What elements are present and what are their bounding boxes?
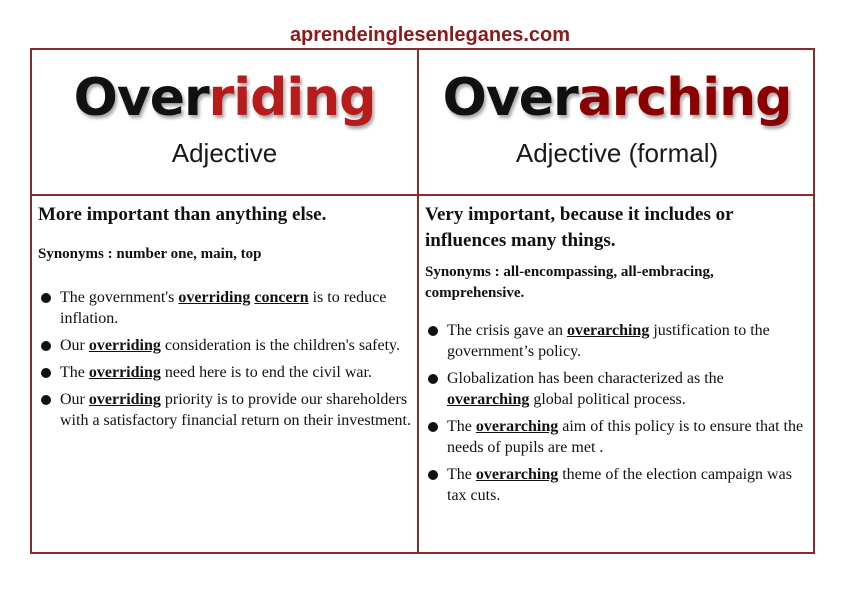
- vocabulary-table: [30, 48, 815, 554]
- list-item: Our overriding priority is to provide our shareholders with a satisfactory financial return on their investment.: [38, 389, 411, 431]
- list-item: Globalization has been characterized as the overarching global political process.: [425, 368, 809, 410]
- word-overarching: [419, 66, 815, 130]
- header-overarching: [419, 50, 815, 194]
- header-overriding: [32, 50, 417, 194]
- part-of-speech: Adjective: [171, 138, 278, 168]
- word-root: arching: [577, 68, 792, 128]
- list-item: The overriding need here is to end the civil war.: [38, 362, 411, 383]
- content-overriding: [32, 196, 417, 552]
- list-item: Our overriding consideration is the children's safety.: [38, 335, 411, 356]
- definition: Very important, because it includes or influences many things.: [425, 204, 734, 251]
- part-of-speech: Adjective (formal): [515, 138, 719, 168]
- list-item: The overarching aim of this policy is to ensure that the needs of pupils are met .: [425, 416, 809, 458]
- synonyms: Synonyms : all-encompassing, all-embracing, comprehensive.: [425, 264, 714, 301]
- list-item: The crisis gave an overarching justification to the government’s policy.: [425, 320, 809, 362]
- list-item: The government's overriding concern is to reduce inflation.: [38, 287, 411, 329]
- site-url: aprendeinglesenleganes.com: [289, 24, 571, 46]
- word-prefix: Over: [442, 68, 578, 128]
- list-item: The overarching theme of the election campaign was tax cuts.: [425, 464, 809, 506]
- example-list: [425, 320, 809, 506]
- word-root: riding: [208, 68, 376, 128]
- content-overarching: [419, 196, 815, 552]
- example-list: [38, 287, 411, 431]
- definition: More important than anything else.: [38, 204, 327, 225]
- synonyms: Synonyms : number one, main, top: [38, 246, 262, 262]
- word-overriding: [32, 66, 417, 130]
- word-prefix: Over: [73, 68, 209, 128]
